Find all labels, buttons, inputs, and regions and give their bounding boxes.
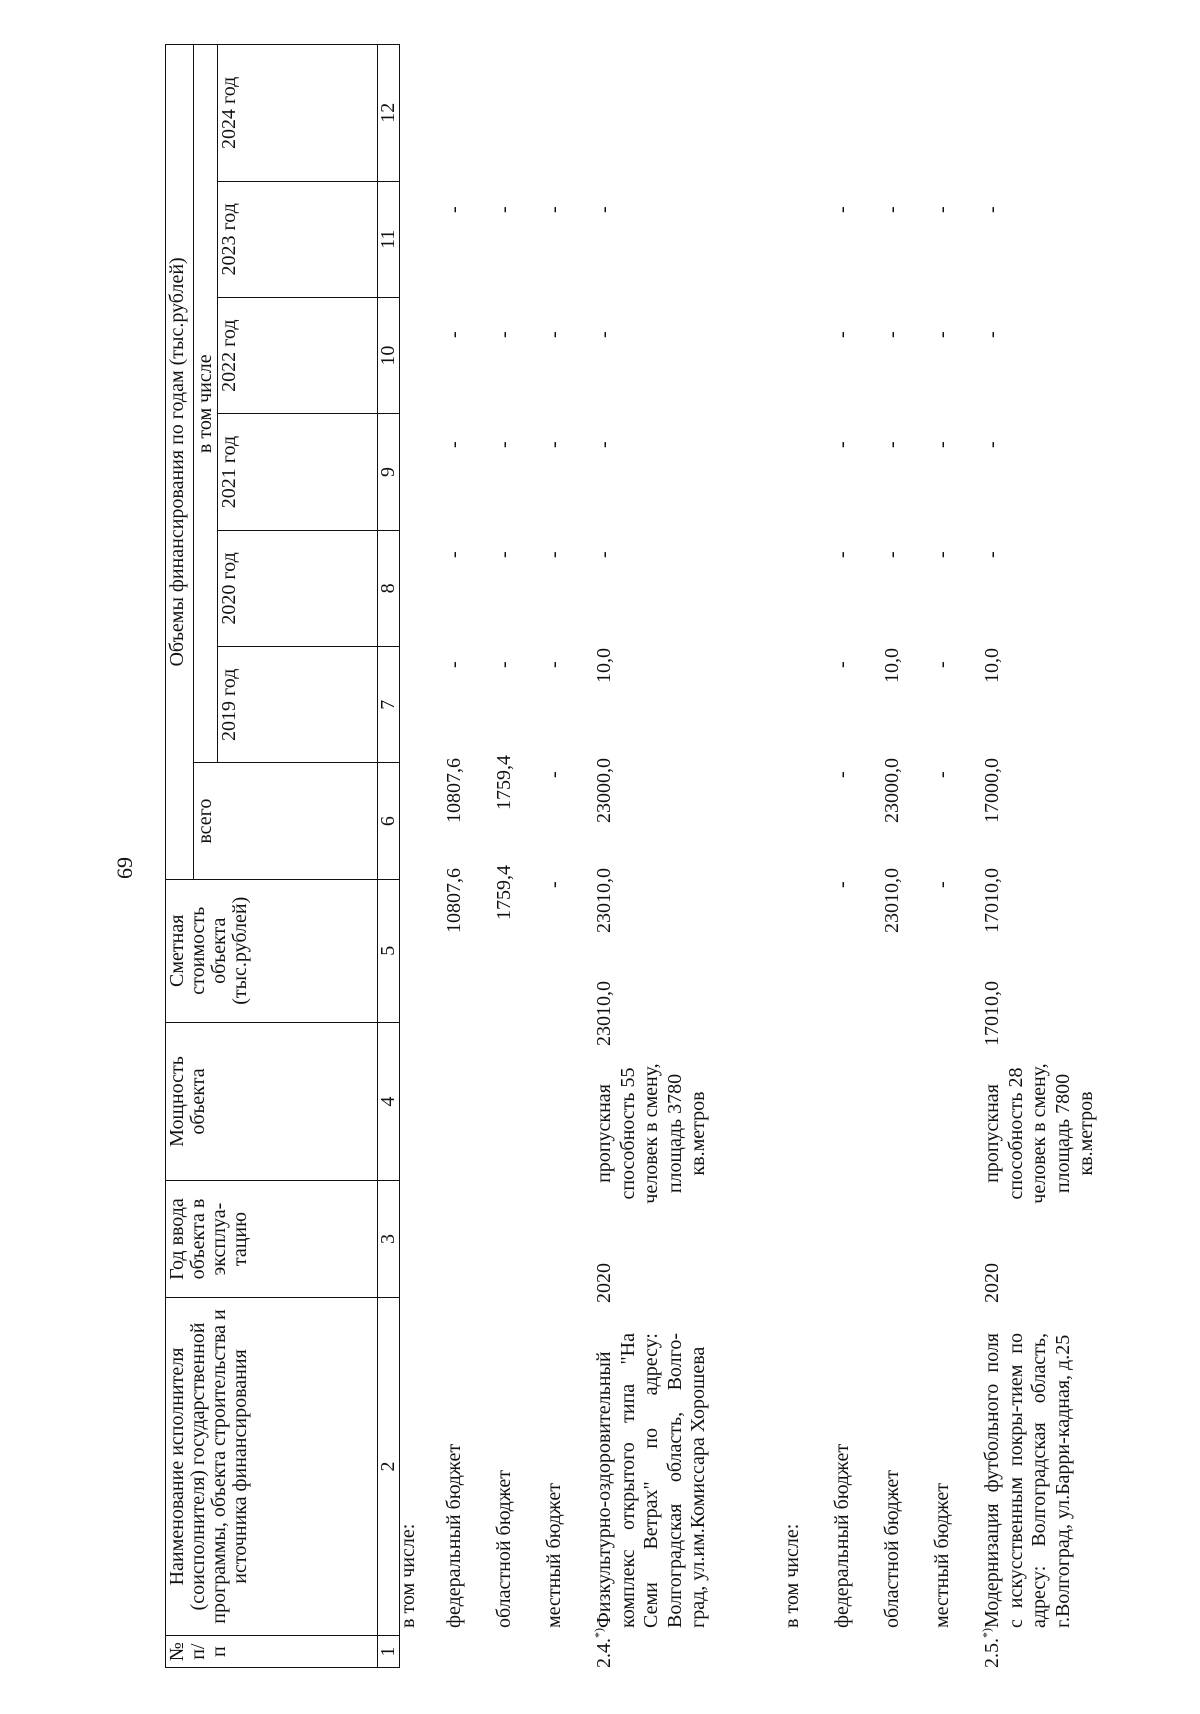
row-2019: 1759,4 [493,755,515,810]
row-2020: - [931,661,953,668]
financing-table-header [165,44,400,1668]
row-label: в том числе: [397,1523,419,1628]
header-col-year: Год ввода объекта в эксплуа-тацию [166,1181,378,1297]
row-number: 2.5.*) [979,1628,1003,1668]
row-2019: 23000,0 [881,758,903,823]
row-2023: - [831,331,853,338]
object-capacity: пропускная способность 28 человек в смену, площадь 7800 кв.метров [981,1063,1098,1204]
row-2024: - [831,206,853,213]
row-2023: - [881,331,903,338]
header-2019: 2019 год [218,647,378,763]
header-financing-group: Объемы финансирования по годам (тыс.рублей) [166,45,194,880]
col-num-10: 10 [378,297,400,413]
row-2019: 23000,0 [593,758,615,823]
header-col-number: № п/п [166,1636,378,1668]
row-2024: - [981,206,1003,213]
row-2019: - [831,771,853,778]
row-2024: - [543,206,565,213]
row-2021: - [543,551,565,558]
row-2020: - [493,661,515,668]
row-2023: - [493,331,515,338]
row-2022: - [981,441,1003,448]
object-year: 2020 [593,1263,615,1303]
row-2021: - [593,551,615,558]
row-2022: - [443,441,465,448]
row-label: местный бюджет [543,1483,565,1628]
row-2023: - [593,331,615,338]
row-2024: - [931,206,953,213]
row-total: 23010,0 [881,868,903,933]
header-col-name: Наименование исполнителя (соисполнителя) государственной программы, объекта строительства и источника финансирования [166,1297,378,1636]
header-2024: 2024 год [218,45,378,182]
row-total: 1759,4 [493,865,515,920]
col-num-6: 6 [378,763,400,879]
row-2022: - [881,441,903,448]
row-2021: - [981,551,1003,558]
row-label: местный бюджет [931,1483,953,1628]
object-cost: 17010,0 [981,981,1003,1046]
header-2021: 2021 год [218,414,378,530]
row-2023: - [981,331,1003,338]
row-label: федеральный бюджет [443,1443,465,1628]
col-num-12: 12 [378,45,400,182]
row-2019: 17000,0 [981,758,1003,823]
row-number: 2.4.*) [591,1628,615,1668]
row-label: областной бюджет [493,1469,515,1628]
header-total: всего [194,763,378,879]
row-total: - [543,881,565,888]
header-2020: 2020 год [218,530,378,646]
header-col-capacity: Мощность объекта [166,1022,378,1181]
object-capacity: пропускная способность 55 человек в смену, площадь 3780 кв.метров [593,1063,710,1204]
col-num-3: 3 [378,1181,400,1297]
row-2024: - [493,206,515,213]
row-label: федеральный бюджет [831,1443,853,1628]
header-including: в том числе [194,45,218,763]
row-2020: - [831,661,853,668]
row-2020: - [543,661,565,668]
row-2022: - [931,441,953,448]
page-number: 69 [112,857,137,879]
row-2023: - [443,331,465,338]
row-2023: - [543,331,565,338]
header-col-cost: Сметная стоимость объекта (тыс.рублей) [166,879,378,1022]
row-2019: 10807,6 [443,758,465,823]
row-2022: - [593,441,615,448]
row-2021: - [881,551,903,558]
row-2024: - [443,206,465,213]
row-2019: - [543,771,565,778]
row-total: - [831,881,853,888]
row-2023: - [931,331,953,338]
col-num-1: 1 [378,1636,400,1668]
row-2024: - [881,206,903,213]
object-description: Физкультурно-оздоровительный комплекс открытого типа "На Семи Ветрах" по адресу: Волгоградская область, Волго-град, ул.им.Комиссара Хорошева [593,1333,710,1628]
row-2019: - [931,771,953,778]
row-2024: - [593,206,615,213]
header-2023: 2023 год [218,181,378,297]
row-2021: - [931,551,953,558]
row-total: 17010,0 [981,868,1003,933]
object-cost: 23010,0 [593,981,615,1046]
row-2022: - [831,441,853,448]
object-description: Модернизация футбольного поля с искусственным покры-тием по адресу: Волгоградская область, г.Волгоград, ул.Барри-кадная, д.25 [981,1333,1074,1628]
col-num-8: 8 [378,530,400,646]
row-total: - [931,881,953,888]
col-num-5: 5 [378,879,400,1022]
rotated-table-page [165,44,1098,1668]
col-num-11: 11 [378,181,400,297]
row-2022: - [543,441,565,448]
row-total: 23010,0 [593,868,615,933]
header-2022: 2022 год [218,297,378,413]
col-num-2: 2 [378,1297,400,1636]
row-label: в том числе: [781,1523,803,1628]
object-year: 2020 [981,1263,1003,1303]
col-num-9: 9 [378,414,400,530]
row-2021: - [493,551,515,558]
col-num-7: 7 [378,647,400,763]
row-2020: 10,0 [593,648,615,683]
col-num-4: 4 [378,1022,400,1181]
table-body [397,44,1200,1668]
row-2022: - [493,441,515,448]
row-2020: - [443,661,465,668]
row-total: 10807,6 [443,868,465,933]
row-2020: 10,0 [981,648,1003,683]
row-label: областной бюджет [881,1469,903,1628]
row-2020: 10,0 [881,648,903,683]
row-2021: - [443,551,465,558]
row-2021: - [831,551,853,558]
